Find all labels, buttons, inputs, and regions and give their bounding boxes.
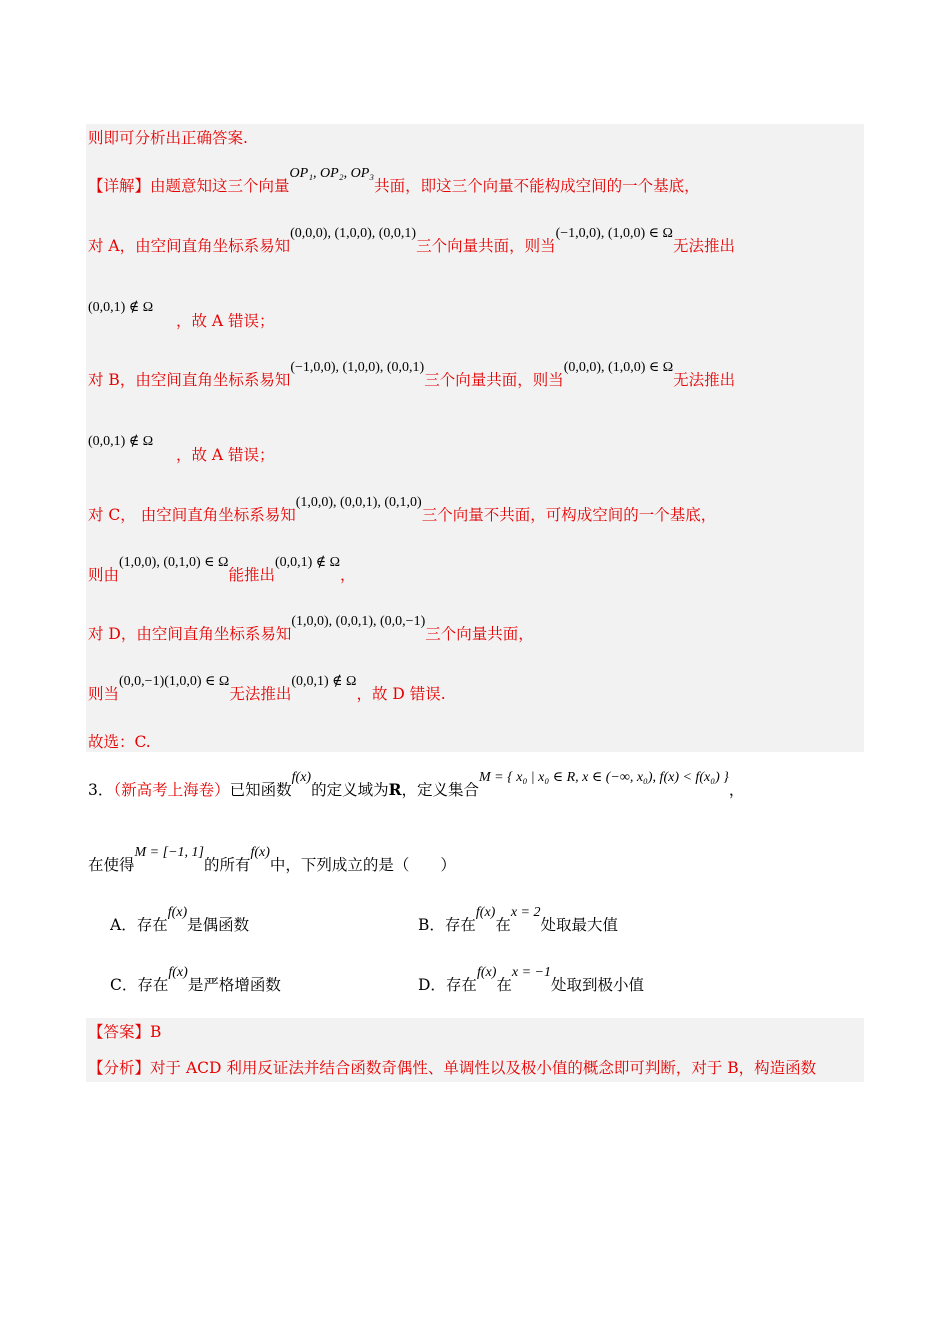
answer-line	[88, 1022, 161, 1042]
solution-choice: 故选：C.	[88, 733, 151, 751]
math-fx: f(x)	[291, 770, 312, 785]
math-expr: (0,0,0), (1,0,0), (0,0,1)	[290, 226, 417, 241]
option-a[interactable]: A．存在f(x)是偶函数	[110, 905, 250, 934]
solution-option-b-conclusion: ，故 A 错误；	[176, 446, 275, 464]
analysis-line: 【分析】对于 ACD 利用反证法并结合函数奇偶性、单调性以及极小值的概念即可判断，对于 B，构造函数	[88, 1059, 817, 1077]
math-expr: (−1,0,0), (1,0,0) ∈ Ω	[555, 226, 673, 241]
option-b[interactable]: B．存在f(x)在x = 2处取最大值	[418, 905, 619, 934]
question-source: （新高考上海卷）	[113, 781, 230, 799]
detail-tag: 【详解】	[88, 177, 151, 195]
math-expr: M = [−1, 1]	[134, 845, 204, 860]
math-fx: f(x)	[167, 905, 188, 920]
solution-shade	[86, 124, 864, 752]
set-definition-math: M = { x₀ | x₀ ∈ R, x ∈ (−∞, x₀), f(x) < f(x₀) }	[479, 770, 729, 785]
solution-detail-line: 【详解】由题意知这三个向量OP₁, OP₂, OP₃共面，即这三个向量不能构成空间的一个基底，	[88, 166, 700, 195]
math-expr: (0,0,−1)(1,0,0) ∈ Ω	[119, 674, 230, 689]
solution-option-d-line1: 对 D，由空间直角坐标系易知(1,0,0), (0,0,1), (0,0,−1)三个向量共面，	[88, 614, 534, 643]
math-expr: x = 2	[510, 905, 541, 920]
math-fx: f(x)	[168, 965, 188, 980]
math-expr: (0,0,1) ∉ Ω	[274, 555, 341, 570]
option-c[interactable]: C．存在f(x)是严格增函数	[110, 965, 281, 994]
math-expr: (0,0,1) ∉ Ω	[88, 434, 154, 449]
math-expr: (−1,0,0), (1,0,0), (0,0,1)	[290, 360, 425, 375]
answer-tag: 【答案】	[88, 1023, 151, 1041]
math-fx: f(x)	[476, 965, 497, 980]
question-number: 3．	[88, 781, 114, 799]
solution-option-b-line2	[88, 430, 153, 452]
vectors-math: OP₁, OP₂, OP₃	[289, 166, 375, 181]
analysis-tag: 【分析】	[88, 1059, 151, 1077]
math-expr: (0,0,1) ∉ Ω	[88, 300, 154, 315]
solution-option-a-conclusion: ，故 A 错误；	[176, 312, 275, 330]
solution-option-c-line1: 对 C， 由空间直角坐标系易知(1,0,0), (0,0,1), (0,1,0)三个向量不共面，可构成空间的一个基底，	[88, 495, 717, 524]
solution-option-b-line1: 对 B，由空间直角坐标系易知(−1,0,0), (1,0,0), (0,0,1)三个向量共面，则当(0,0,0), (1,0,0) ∈ Ω无法推出	[88, 360, 736, 389]
math-expr: (1,0,0), (0,0,1), (0,0,−1)	[291, 614, 426, 629]
answer-value: B	[150, 1023, 162, 1041]
solution-option-c-line2: 则由(1,0,0), (0,1,0) ∈ Ω能推出(0,0,1) ∉ Ω，	[88, 555, 356, 584]
solution-intro-tail: 则即可分析出正确答案.	[88, 129, 248, 147]
math-expr: (1,0,0), (0,0,1), (0,1,0)	[295, 495, 422, 510]
math-expr: x = −1	[511, 965, 551, 980]
math-fx: f(x)	[475, 905, 496, 920]
option-d[interactable]: D．存在f(x)在x = −1处取到极小值	[418, 965, 645, 994]
solution-option-d-line2: 则当(0,0,−1)(1,0,0) ∈ Ω无法推出(0,0,1) ∉ Ω，故 D 错误.	[88, 674, 446, 703]
solution-option-a-line1: 对 A，由空间直角坐标系易知(0,0,0), (1,0,0), (0,0,1)三个向量共面，则当(−1,0,0), (1,0,0) ∈ Ω无法推出	[88, 226, 735, 255]
question-3-line2: 在使得M = [−1, 1]的所有f(x)中，下列成立的是（ ）	[88, 845, 456, 874]
solution-option-a-line2	[88, 296, 153, 318]
math-expr: (0,0,0), (1,0,0) ∈ Ω	[563, 360, 674, 375]
question-3-line1: 3．（新高考上海卷）已知函数f(x)的定义域为R，定义集合M = { x₀ | x₀ ∈ R, x ∈ (−∞, x₀), f(x) < f(x₀) }，	[88, 770, 745, 799]
math-expr: (0,0,1) ∉ Ω	[291, 674, 357, 689]
math-fx: f(x)	[250, 845, 270, 860]
math-expr: (1,0,0), (0,1,0) ∈ Ω	[119, 555, 229, 570]
